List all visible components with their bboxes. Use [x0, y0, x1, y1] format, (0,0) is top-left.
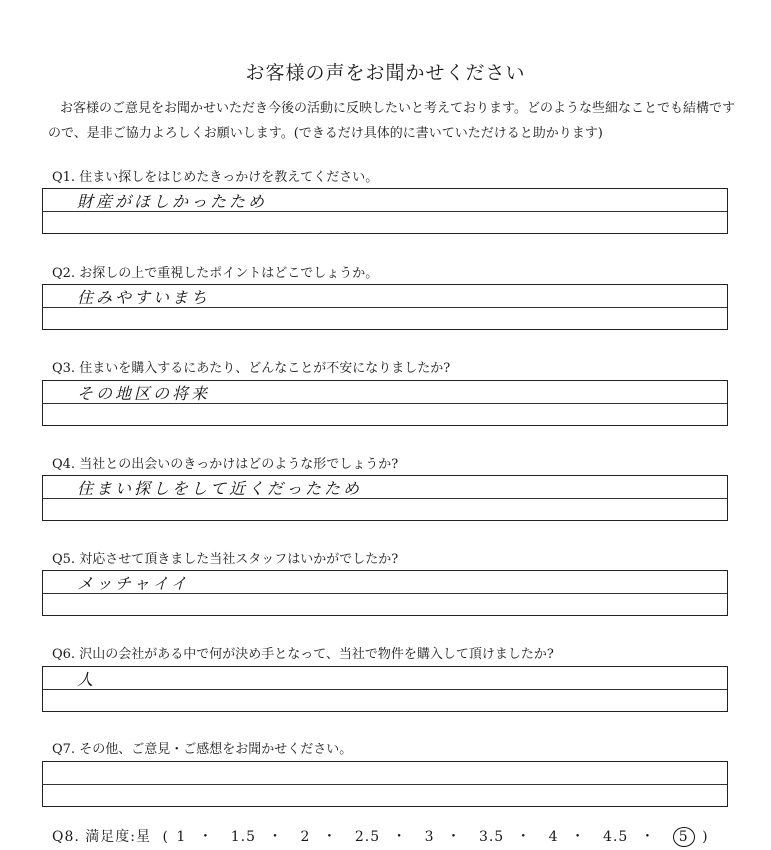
answer-5-handwriting: メッチャイイ [77, 574, 190, 593]
question-7-label: Q7. その他、ご意見・ご感想をお聞かせください。 [52, 742, 353, 757]
answer-box-7 [42, 761, 728, 807]
answer-box-5 [42, 570, 728, 616]
question-6-label: Q6. 沢山の会社がある中で何が決め手となって、当社で物件を購入して頂けましたか? [52, 647, 554, 662]
q8-label: Q8. 満足度:星 [52, 829, 152, 845]
rating-option: 3 [424, 829, 435, 845]
q8-open-paren: ( [162, 829, 169, 845]
satisfaction-rating: Q8. 満足度:星 ( 1 ・ 1.5 ・ 2 ・ 2.5 ・ 3 ・ 3.5 ・ 4 ・ 4.5 ・ 5 ) [52, 829, 709, 845]
question-5-label: Q5. 対応させて頂きました当社スタッフはいかがでしたか? [52, 552, 399, 567]
answer-box-3 [42, 380, 728, 426]
rating-option: 2 [300, 829, 311, 845]
question-3-label: Q3. 住まいを購入するにあたり、どんなことが不安になりましたか? [52, 361, 451, 376]
answer-box-4 [42, 475, 728, 521]
answer-box-1 [42, 188, 728, 234]
answer-divider [43, 689, 727, 690]
rating-option: 1 [176, 829, 187, 845]
answer-3-handwriting: その地区の将来 [77, 384, 211, 403]
answer-box-2 [42, 284, 728, 330]
rating-option: 4 [548, 829, 559, 845]
rating-option: 4.5 [603, 829, 629, 845]
rating-option: 2.5 [354, 829, 381, 845]
question-1-label: Q1. 住まい探しをはじめたきっかけを教えてください。 [52, 170, 379, 185]
answer-1-handwriting: 財産がほしかったため [77, 192, 268, 211]
answer-6-handwriting: 人 [77, 670, 97, 689]
question-2-label: Q2. お探しの上で重視したポイントはどこでしょうか。 [52, 266, 379, 281]
intro-text: お客様のご意見をお聞かせいただき今後の活動に反映したいと考えております。どのような些細なことでも結構ですので、是非ご協力よろしくお願いします。(できるだけ具体的に書いていただけると助かります) [48, 101, 735, 141]
rating-option: 3.5 [478, 829, 505, 845]
answer-box-6 [42, 666, 728, 712]
q8-close-paren: ) [702, 829, 709, 845]
answer-divider [43, 784, 727, 785]
rating-option: 1.5 [230, 829, 257, 845]
rating-option-selected: 5 [673, 827, 695, 847]
answer-2-handwriting: 住みやすいまち [77, 288, 211, 307]
answer-4-handwriting: 住まい探しをして近くだったため [77, 479, 363, 498]
question-4-label: Q4. 当社との出会いのきっかけはどのような形でしょうか? [52, 457, 399, 472]
survey-title: お客様の声をお聞かせください [245, 62, 526, 84]
